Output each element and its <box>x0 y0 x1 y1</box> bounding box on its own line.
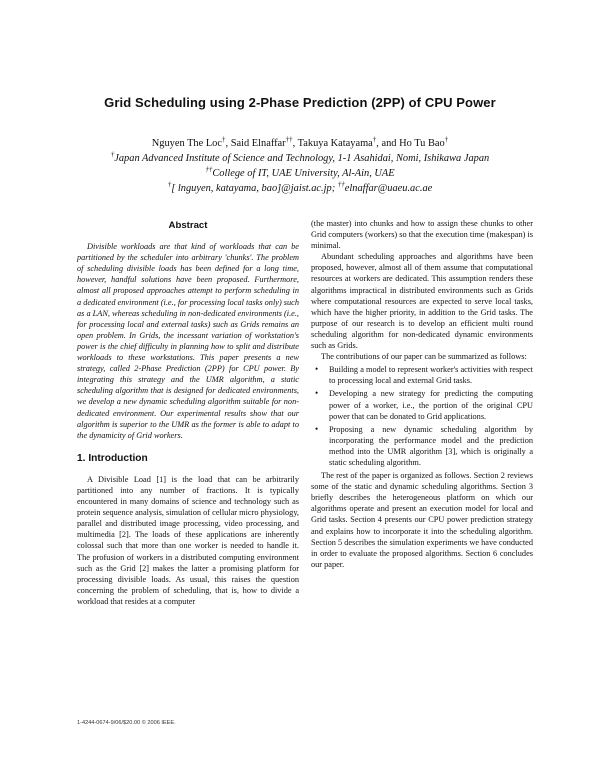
author-line <box>0 136 600 151</box>
intro-paragraph-4: The rest of the paper is organized as follows. Section 2 reviews some of the static and dynamic scheduling algorithms. Section 3 briefly describes the heterogeneous platform on which our algorithms operate and present an execution model for local and Grid tasks. Section 4 presents our CPU power prediction strategy and explains how to incorporate it into the scheduling algorithm. Section 5 describes the simulation experiments we have conducted in order to evaluate the proposed algorithms. Section 6 concludes our paper. <box>311 471 533 569</box>
author-emails <box>0 181 600 196</box>
affiliation-text: Japan Advanced Institute of Science and Technology, 1-1 Asahidai, Nomi, Ishikawa Japan <box>114 153 490 164</box>
affiliation-mark: † <box>110 150 115 159</box>
affiliation-mark: †† <box>337 180 345 189</box>
abstract-text: Divisible workloads are that kind of workloads that can be partitioned by the scheduler into arbitrary 'chunks'. The problem of scheduling divisible loads has been defined for a long time, however, handful solutions have been proposed. Furthermore, almost all proposed approaches attempt to perform scheduling in a dedicated environment (i.e., for processing local tasks only) such as a LAN, whereas scheduling in non-dedicated environments (i.e., for processing local and external tasks) such as Grids remains an open problem. In Grids, the incessant variation of workstation's power is the chief difficulty in planning how to split and distribute workloads to these workstations. This paper presents a new strategy, called 2-Phase Prediction (2PP) for CPU power. By integrating this strategy and the UMR algorithm, a static scheduling algorithm that is designed for dedicated environments, we develop a new dynamic scheduling algorithm suitable for non-dedicated environment. Our experimental results show that our algorithm is superior to the UMR as the former is able to adapt to the dynamicity of Grid workers. <box>77 242 299 440</box>
affiliation-text: College of IT, UAE University, Al-Ain, UAE <box>212 168 395 179</box>
intro-paragraph-2: Abundant scheduling approaches and algorithms have been proposed, however, almost all of them assume that computational resources at workers are dedicated. This assumption renders these algorithms impractical in distributed environments such as Grids where computational resources are expected to serve local tasks, which have the higher priority, in addition to the Grid tasks. The purpose of our research is to develop an efficient multi round scheduling algorithm for non-dedicated dynamic environments such as Grids. <box>311 252 533 351</box>
author-name: Takuya Katayama <box>297 138 373 149</box>
abstract-heading: Abstract <box>168 220 208 231</box>
copyright-footer: 1-4244-0674-9/06/$20.00 © 2006 IEEE. <box>77 720 176 726</box>
introduction-heading: 1. Introduction <box>77 452 148 464</box>
right-column <box>311 218 533 570</box>
intro-paragraph-1: A Divisible Load [1] is the load that can be arbitrarily partitioned into any number of fractions. It is typically encountered in many domains of science and technology such as protein sequence analysis, simulation of cellular micro physiology, parallel and distributed image processing, video processing, and multimedia [2]. The loads of these applications are inherently colossal such that more than one worker is needed to handle it. The profusion of workers in a distributed computing environment such as the Grid [2] makes the latter a promising platform for processing divisible loads. As usual, this raises the question concerning the problem of scheduling, that is, how to divide a workload that resides at a computer <box>77 474 299 606</box>
email-text: [ lnguyen, katayama, bao]@jaist.ac.jp; <box>171 183 338 194</box>
author-block <box>0 136 600 196</box>
list-item: • Developing a new strategy for predicting the computing power of a worker, i.e., the portion of the original CPU power that can be donated to Grid applications. <box>329 388 533 421</box>
author-name: Said Elnaffar <box>230 138 286 149</box>
affiliation-uae <box>0 166 600 181</box>
author-separator: , and <box>376 138 400 149</box>
affiliation-jaist <box>0 151 600 166</box>
intro-paragraph-1-continued: (the master) into chunks and how to assign these chunks to other Grid computers (workers) so that the execution time (makespan) is minimal. <box>311 219 533 251</box>
list-item: • Proposing a new dynamic scheduling algorithm by incorporating the performance model and the prediction method into the UMR algorithm [3], which is originally a static scheduling algorithm. <box>329 424 533 468</box>
author-separator: , <box>292 138 298 149</box>
affiliation-mark: † <box>444 135 449 144</box>
author-name: Ho Tu Bao <box>399 138 445 149</box>
left-column <box>77 220 299 607</box>
affiliation-mark: †† <box>285 135 293 144</box>
affiliation-mark: † <box>167 180 172 189</box>
contribution-list <box>311 364 533 468</box>
affiliation-mark: † <box>222 135 226 144</box>
paper-title: Grid Scheduling using 2-Phase Prediction (2PP) of CPU Power <box>104 95 496 110</box>
author-name: Nguyen The Loc <box>151 138 222 149</box>
list-item: • Building a model to represent worker's activities with respect to processing local and external Grid tasks. <box>329 364 533 386</box>
intro-paragraph-3: The contributions of our paper can be summarized as follows: <box>321 352 527 362</box>
affiliation-mark: †† <box>205 165 213 174</box>
email-text: elnaffar@uaeu.ac.ae <box>344 183 433 194</box>
author-separator: , <box>225 138 231 149</box>
affiliation-mark: † <box>372 135 377 144</box>
